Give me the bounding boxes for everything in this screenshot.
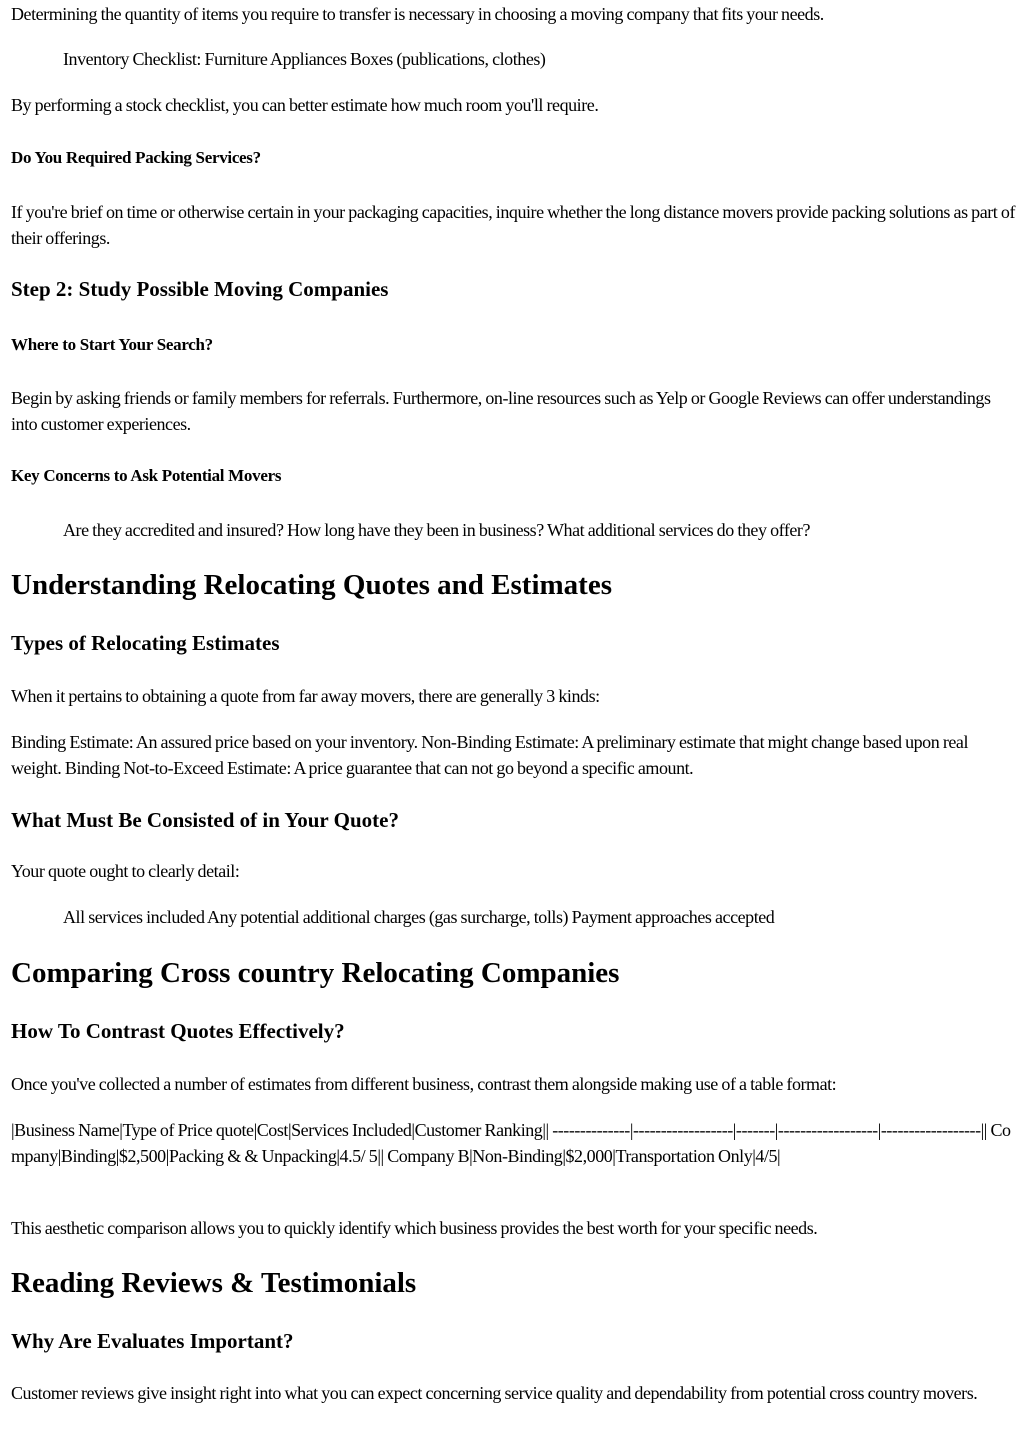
why-heading: Why Are Evaluates Important? (11, 1329, 294, 1353)
types-paragraph: When it pertains to obtaining a quote from far away movers, there are generally 3 kinds: (11, 686, 600, 706)
step2-heading: Step 2: Study Possible Moving Companies (11, 277, 389, 301)
how-heading: How To Contrast Quotes Effectively? (11, 1019, 345, 1043)
checklist-paragraph: By performing a stock checklist, you can better estimate how much room you'll require. (11, 95, 599, 115)
reading-heading: Reading Reviews & Testimonials (11, 1267, 417, 1299)
estimates-paragraph: Binding Estimate: An assured price based on your inventory. Non-Binding Estimate: A preliminary estimate that might change based upon real weight. Binding Not-to-Exceed Estimate: A price guarantee that can not go beyond a specific amount. (11, 732, 969, 778)
quote-paragraph: Your quote ought to clearly detail: (11, 861, 240, 881)
comparing-heading: Comparing Cross country Relocating Companies (11, 957, 620, 989)
how-paragraph: Once you've collected a number of estimates from different business, contrast them alongside making use of a table format: (11, 1074, 837, 1094)
packing-heading: Do You Required Packing Services? (11, 148, 261, 167)
where-paragraph: Begin by asking friends or family members for referrals. Furthermore, on-line resources such as Yelp or Google Reviews can offer understandings into customer experiences. (11, 388, 991, 434)
comparison-paragraph: This aesthetic comparison allows you to quickly identify which business provides the best worth for your specific needs. (11, 1218, 818, 1238)
intro-paragraph: Determining the quantity of items you require to transfer is necessary in choosing a moving company that fits your needs. (11, 4, 824, 24)
quote-heading: What Must Be Consisted of in Your Quote? (11, 808, 399, 832)
table-text-paragraph: |Business Name|Type of Price quote|Cost|Services Included|Customer Ranking|| --------------|------------------|-------|------------------|------------------|| Company|Binding|$2,500|Packing & & Unpacking|4.5/ 5|| Company B|Non-Binding|$2,000|Transportation Only|4/5| (11, 1120, 1011, 1166)
questions-list: Are they accredited and insured? How long have they been in business? What additional services do they offer? (63, 520, 811, 540)
where-heading: Where to Start Your Search? (11, 335, 213, 354)
why-paragraph: Customer reviews give insight right into what you can expect concerning service quality and dependability from potential cross country movers. (11, 1383, 978, 1403)
types-heading: Types of Relocating Estimates (11, 631, 280, 655)
inventory-list: Inventory Checklist: Furniture Appliances Boxes (publications, clothes) (63, 49, 546, 69)
understanding-heading: Understanding Relocating Quotes and Estimates (11, 569, 612, 601)
packing-paragraph: If you're brief on time or otherwise certain in your packaging capacities, inquire whether the long distance movers provide packing solutions as part of their offerings. (11, 202, 1016, 248)
key-concerns-heading: Key Concerns to Ask Potential Movers (11, 466, 282, 485)
quote-list: All services included Any potential additional charges (gas surcharge, tolls) Payment approaches accepted (63, 907, 775, 927)
